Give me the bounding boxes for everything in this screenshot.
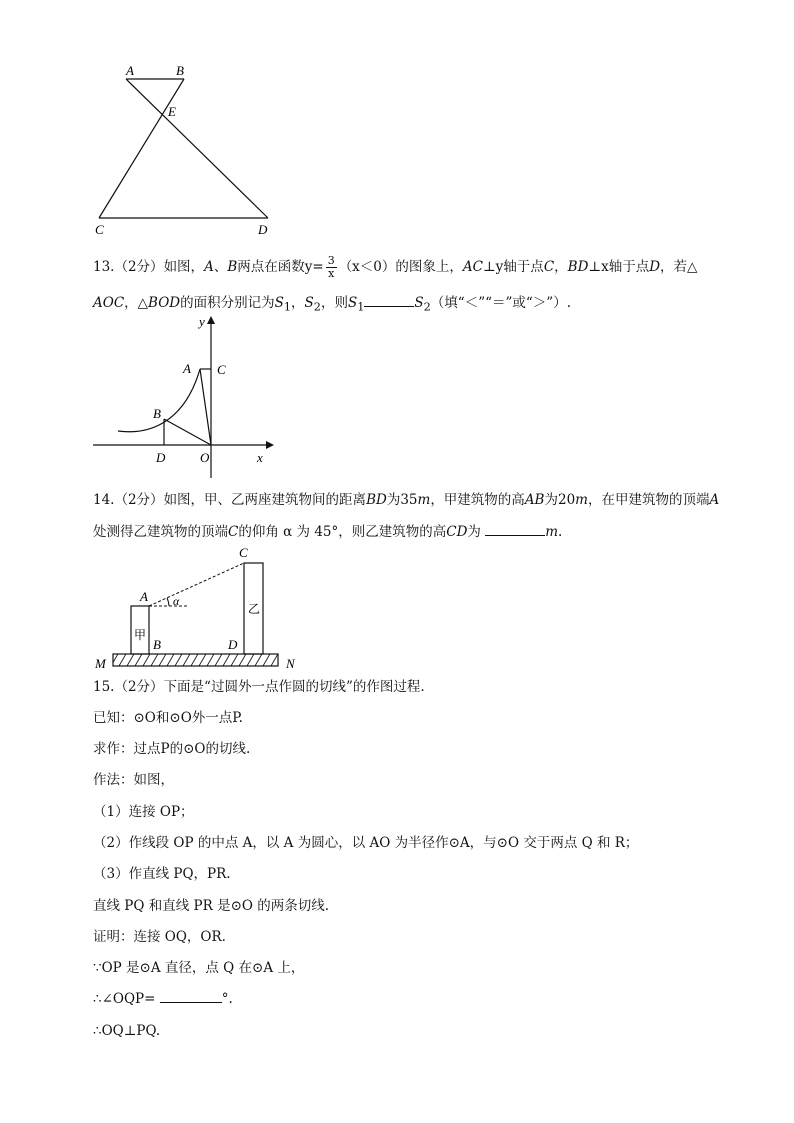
label-jia: 甲 <box>134 628 147 642</box>
q15-step2: （2）作线段 OP 的中点 A，以 A 为圆心，以 AO 为半径作⊙A，与⊙O 交于两点 Q 和 R； <box>93 835 639 851</box>
q13-sep: 、 <box>213 259 228 275</box>
q14-unit: m <box>545 524 559 540</box>
frac-den: x <box>328 267 335 280</box>
label-O: O <box>200 450 210 465</box>
label-B: B <box>153 637 161 652</box>
q14-text: ，在甲建筑物的顶端 <box>587 492 710 508</box>
q13-D: D <box>649 259 661 275</box>
q14-unit: m <box>417 492 431 508</box>
q13-BOD: BOD <box>148 295 181 311</box>
q14-A: A <box>709 492 720 508</box>
q13-line1 <box>93 255 697 280</box>
q15-text: 下面是“过圆外一点作圆的切线”的作图过程. <box>163 679 425 695</box>
label-E: E <box>168 104 176 119</box>
q13-text: 两点在函数 <box>237 259 305 275</box>
q14-period: . <box>558 524 563 540</box>
q15-therefore1 <box>93 990 233 1008</box>
q15-proof: 证明：连接 OQ，OR. <box>93 929 226 945</box>
q15-since: ∵OP 是⊙A 直径，点 Q 在⊙A 上， <box>93 960 305 976</box>
answer-blank-q13[interactable] <box>364 294 414 307</box>
q15-intro <box>93 678 425 696</box>
label-C: C <box>239 545 248 560</box>
q13-C: C <box>543 259 555 275</box>
q15-ask: 求作：过点P的⊙O的切线. <box>93 741 251 757</box>
label-C: C <box>95 222 104 237</box>
q15-text: ∴∠OQP= <box>93 991 156 1007</box>
answer-blank-q15[interactable] <box>160 990 222 1003</box>
q14-CD: CD <box>446 524 468 540</box>
label-y: y <box>199 314 205 329</box>
q15-conclusion: 直线 PQ 和直线 PR 是⊙O 的两条切线. <box>93 898 330 914</box>
q14-text: 处测得乙建筑物的顶端 <box>93 524 228 540</box>
q15-therefore2: ∴OQ⊥PQ. <box>93 1023 161 1039</box>
q14-dist: 35 <box>400 492 418 508</box>
q15-known: 已知：⊙O和⊙O外一点P. <box>93 710 243 726</box>
q14-number: 14.（2分） <box>93 492 164 508</box>
label-yi: 乙 <box>248 602 261 616</box>
q13-number: 13.（2分） <box>93 259 164 275</box>
label-A: A <box>140 589 148 604</box>
q15-number: 15.（2分） <box>93 679 164 695</box>
q13-comma: ， <box>291 295 305 311</box>
q13-text: ，若△ <box>660 259 698 275</box>
q13-S1: S <box>274 295 284 311</box>
label-D: D <box>156 450 166 465</box>
q13-domain: （x＜0） <box>338 259 396 275</box>
figure-q13 <box>90 312 275 482</box>
figure-q12 <box>90 62 280 237</box>
q14-C: C <box>228 524 239 540</box>
q15-method: 作法：如图， <box>93 772 174 788</box>
q13-A: A <box>204 259 214 275</box>
q13-BD: BD <box>567 259 589 275</box>
answer-blank-q14[interactable] <box>485 523 545 536</box>
q13-AC: AC <box>462 259 483 275</box>
q14-line2 <box>93 523 562 541</box>
q14-text: ，甲建筑物的高 <box>430 492 525 508</box>
label-B: B <box>153 406 161 421</box>
label-x: x <box>257 450 263 465</box>
q14-AB: AB <box>524 492 545 508</box>
q14-unit: m <box>575 492 588 508</box>
q14-text: 为 <box>467 524 481 540</box>
label-C: C <box>217 362 226 377</box>
q13-S2: S <box>304 295 314 311</box>
label-A: A <box>126 63 134 78</box>
q13-sub: 2 <box>313 300 321 314</box>
q13-text: ，则 <box>320 295 348 311</box>
q14-height: 20 <box>557 492 576 508</box>
q15-step3: （3）作直线 PQ，PR. <box>93 866 231 882</box>
q13-text: 的面积分别记为 <box>180 295 275 311</box>
q13-text: 轴于点 <box>608 259 650 275</box>
frac-num: 3 <box>327 254 335 267</box>
q13-S2b: S <box>414 295 424 311</box>
label-A: A <box>183 361 191 376</box>
label-D: D <box>228 637 238 652</box>
figure-q14 <box>90 543 305 673</box>
q14-text: 为 <box>386 492 401 508</box>
q13-text: 如图， <box>163 259 205 275</box>
q15-step1: （1）连接 OP； <box>93 804 194 820</box>
q13-sub: 1 <box>283 300 292 314</box>
q13-text: （填“＜”“＝”或“＞”）. <box>430 295 571 311</box>
q13-perp: ⊥x <box>588 259 609 275</box>
q13-perp: ⊥y <box>482 259 504 275</box>
label-N: N <box>286 656 295 671</box>
label-B: B <box>176 63 184 78</box>
q13-text: ，△ <box>124 295 149 311</box>
q14-text: 为 <box>544 492 558 508</box>
q13-AOC: AOC <box>93 295 125 311</box>
q13-B: B <box>227 259 238 275</box>
q13-sub: 1 <box>357 300 365 314</box>
q13-fraction <box>326 255 337 280</box>
q14-text: 的仰角 α 为 45°，则乙建筑物的高 <box>238 524 447 540</box>
q14-line1 <box>93 491 719 509</box>
q13-func: y= <box>304 259 324 275</box>
q15-text: °. <box>221 991 233 1007</box>
q14-BD: BD <box>366 492 387 508</box>
q13-sub: 2 <box>423 300 431 314</box>
label-D: D <box>258 222 268 237</box>
label-alpha: α <box>173 594 180 608</box>
q13-comma: ， <box>554 259 568 275</box>
q14-text: 如图，甲、乙两座建筑物间的距离 <box>163 492 367 508</box>
label-M: M <box>95 656 106 671</box>
q13-text: 的图象上， <box>395 259 463 275</box>
q13-text: 轴于点 <box>503 259 544 275</box>
q13-S1b: S <box>347 295 358 311</box>
